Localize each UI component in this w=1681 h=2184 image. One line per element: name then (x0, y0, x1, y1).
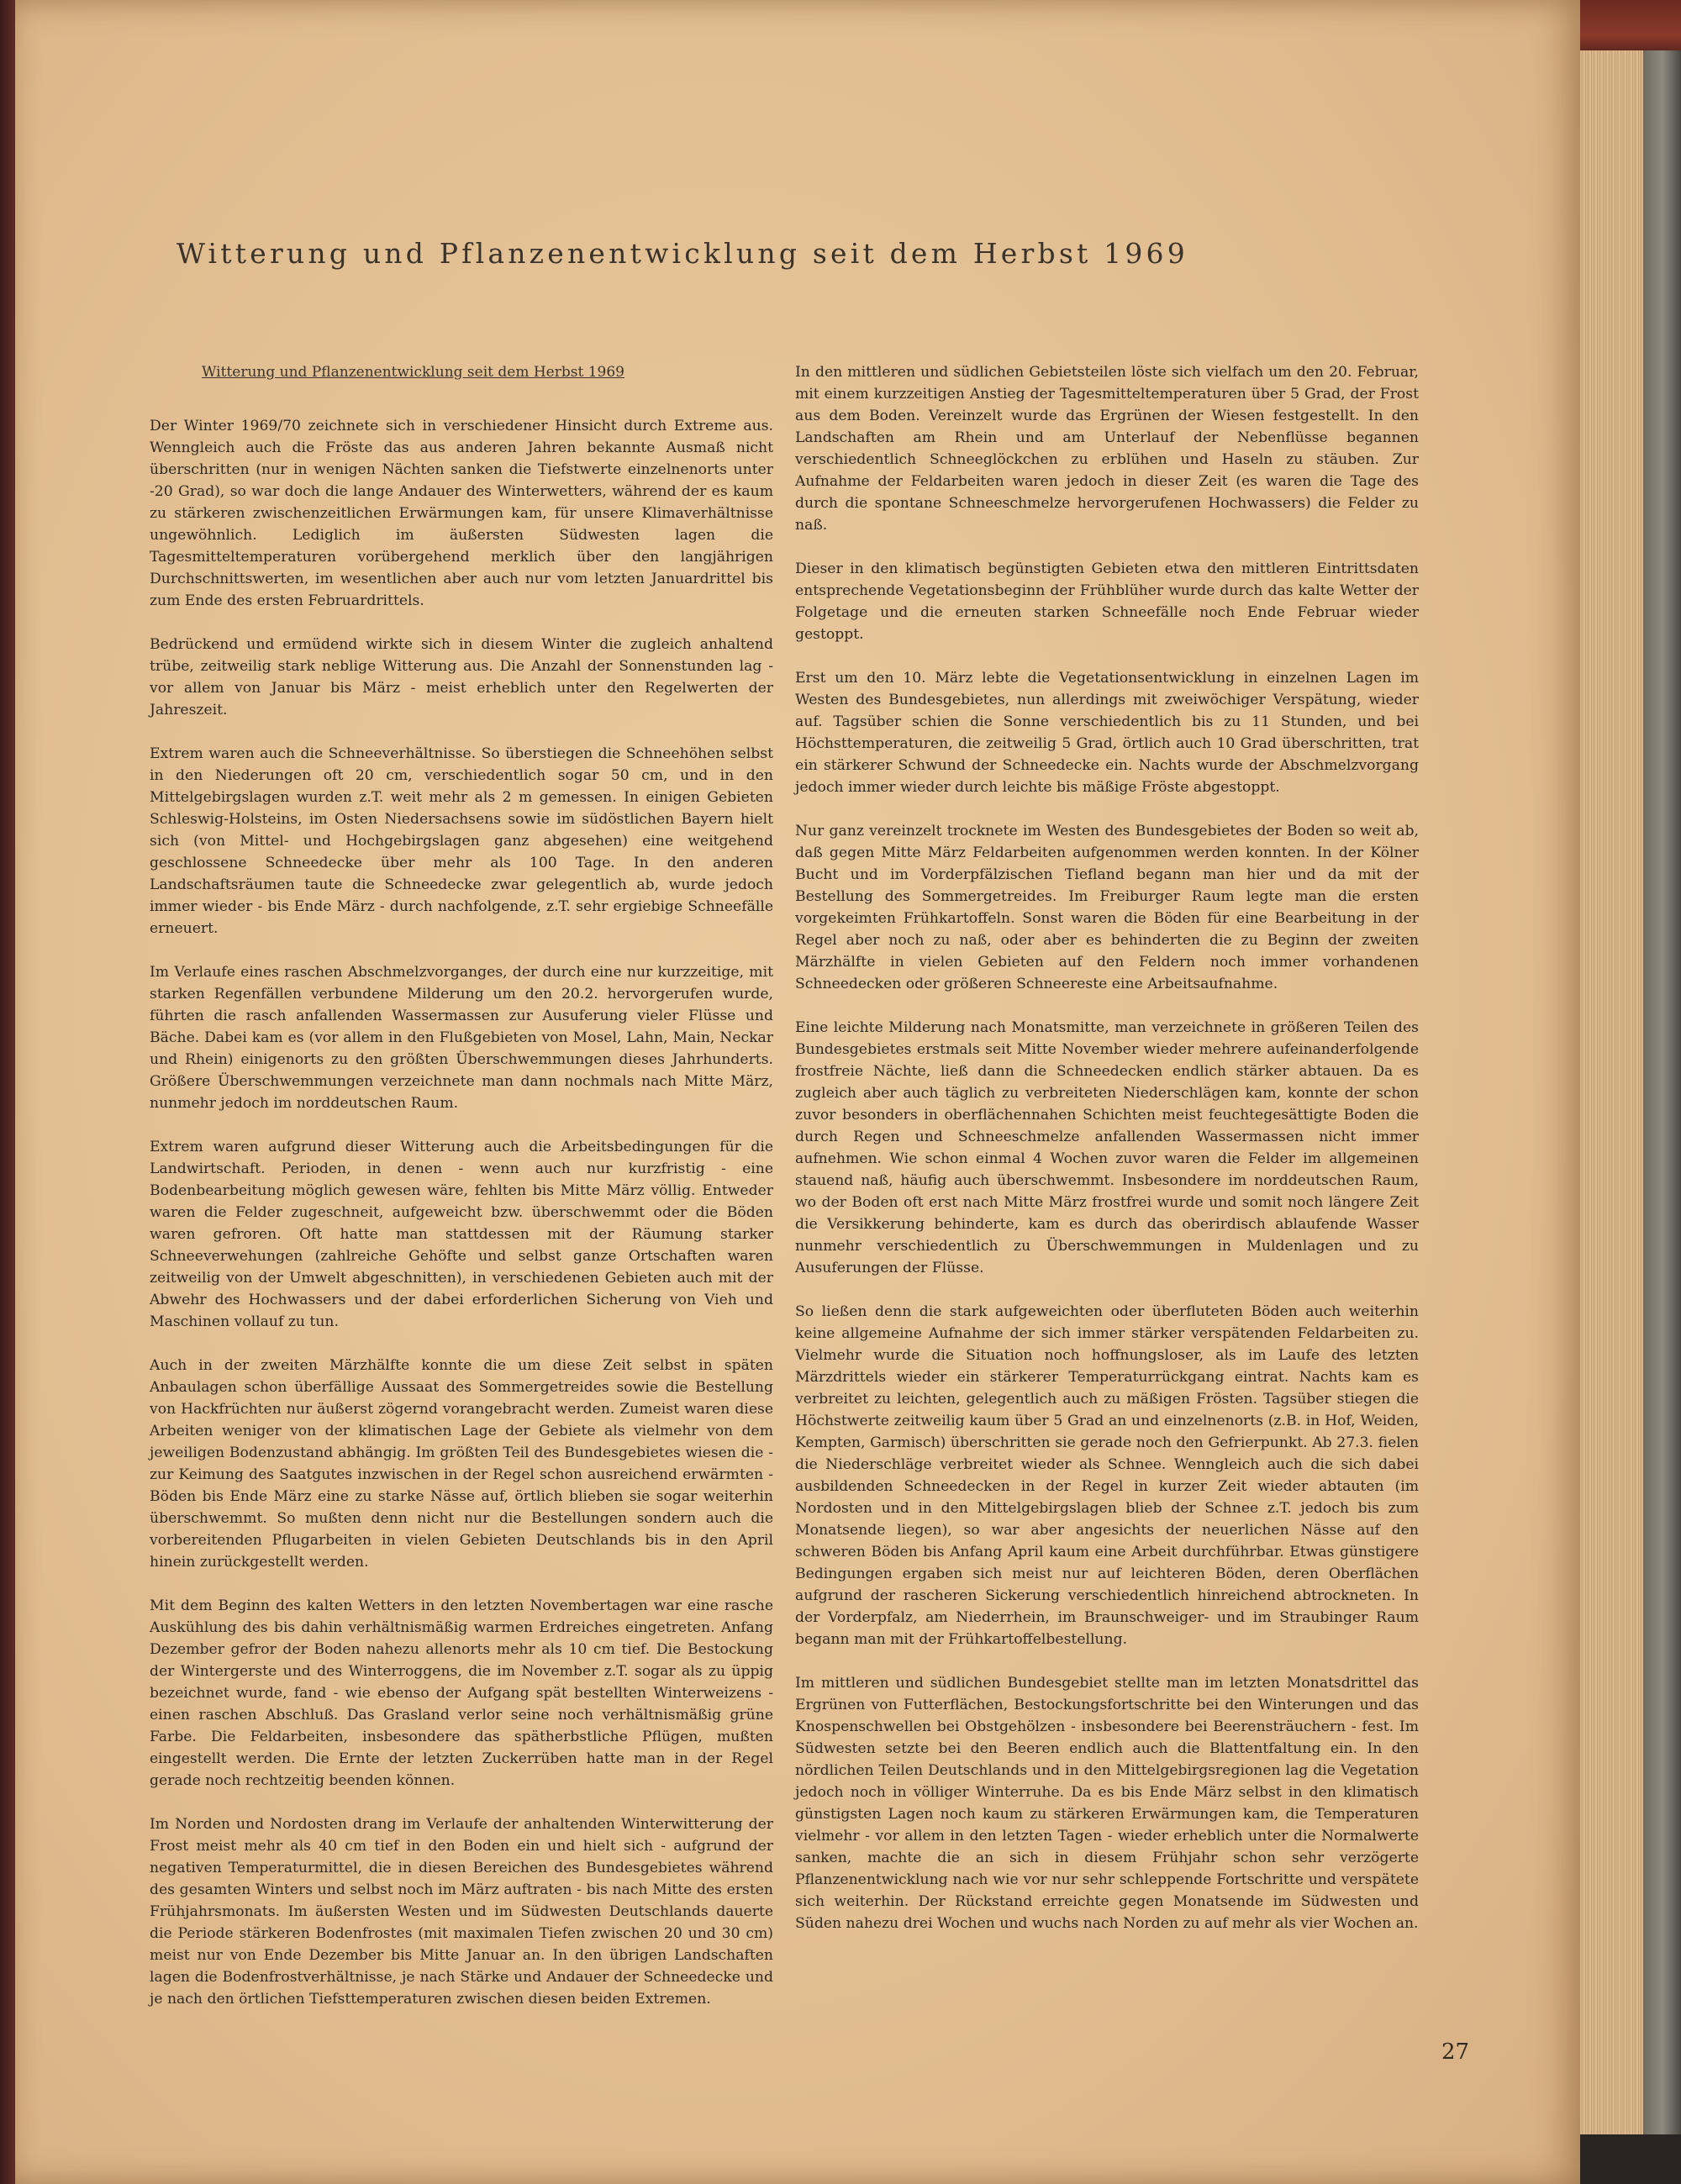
paragraph: Erst um den 10. März lebte die Vegetationsentwicklung in einzelnen Lagen im Westen des Bundesgebietes, nun allerdings mit zweiwöchiger Verspätung, wieder auf. Tagsüber schien die Sonne verschiedentlich bis zu 11 Stunden, und bei Höchsttemperaturen, die zeitweilig 5 Grad, örtlich auch 10 Grad überschritten, trat ein stärkerer Schwund der Schneedecke ein. Nachts wurde der Abschmelzvorgang jedoch immer wieder durch leichte bis mäßige Fröste abgestoppt. (795, 670, 1419, 796)
paragraph: Im mittleren und südlichen Bundesgebiet stellte man im letzten Monatsdrittel das Ergrünen von Futterflächen, Bestockungsfortschritte bei den Winterungen und das Knospenschwellen bei Obstgehölzen - insbesondere bei Beerensträuchern - fest. Im Südwesten setzte bei den Beeren endlich auch die Blattentfaltung ein. In den nördlichen Teilen Deutschlands und in den Mittelgebirgsregionen lag die Vegetation jedoch noch in völliger Winterruhe. Da es bis Ende März selbst in den klimatisch günstigsten Lagen noch kaum zu stärkeren Erwärmungen kam, die Temperaturen vielmehr - vor allem in den letzten Tagen - wieder erheblich unter die Normalwerte sanken, machte die an sich in diesem Frühjahr schon sehr verzögerte Pflanzenentwicklung nach wie vor nur sehr schleppende Fortschritte und verspätete sich weiterhin. Der Rückstand erreichte gegen Monatsende im Südwesten und Süden nahezu drei Wochen und wuchs nach Norden zu auf mehr als vier Wochen an. (795, 1675, 1419, 1932)
page-title: Witterung und Pflanzenentwicklung seit dem Herbst 1969 (177, 237, 1188, 270)
paragraph: Extrem waren auch die Schneeverhältnisse. So überstiegen die Schneehöhen selbst in den Niederungen oft 20 cm, verschiedentlich sogar 50 cm, und in den Mittelgebirgslagen wurden z.T. weit mehr als 2 m gemessen. In einigen Gebieten Schleswig-Holsteins, im Osten Niedersachsens sowie im südöstlichen Bayern hielt sich (von Mittel- und Hochgebirgslagen ganz abgesehen) eine weitgehend geschlossene Schneedecke über mehr als 100 Tage. In den anderen Landschaftsräumen taute die Schneedecke zwar gelegentlich ab, wurde jedoch immer wieder - bis Ende März - durch nachfolgende, z.T. sehr ergiebige Schneefälle erneuert. (150, 745, 773, 937)
paragraph: Der Winter 1969/70 zeichnete sich in verschiedener Hinsicht durch Extreme aus. Wenngleich auch die Fröste das aus anderen Jahren bekannte Ausmaß nicht überschritten (nur in wenigen Nächten sanken die Tiefstwerte einzelnenorts unter -20 Grad), so war doch die lange Andauer des Winterwetters, während der es kaum zu stärkeren zwischenzeitlichen Erwärmungen kam, für unsere Klimaverhältnisse ungewöhnlich. Lediglich im äußersten Südwesten lagen die Tagesmitteltemperaturen vorübergehend merklich über den langjährigen Durchschnittswerten, im wesentlichen aber auch nur vom letzten Januardrittel bis zum Ende des ersten Februardrittels. (150, 418, 773, 609)
paragraph: In den mittleren und südlichen Gebietsteilen löste sich vielfach um den 20. Februar, mit einem kurzzeitigen Anstieg der Tagesmitteltemperaturen über 5 Grad, der Frost aus dem Boden. Vereinzelt wurde das Ergrünen der Wiesen festgestellt. In den Landschaften am Rhein und am Unterlauf der Nebenflüsse begannen verschiedentlich Schneeglöckchen zu erblühen und Haseln zu stäuben. Zur Aufnahme der Feldarbeiten waren jedoch in dieser Zeit (es waren die Tage des durch die spontane Schneeschmelze hervorgerufenen Hochwassers) die Felder zu naß. (795, 364, 1419, 534)
paragraph: Im Norden und Nordosten drang im Verlaufe der anhaltenden Winterwitterung der Frost meist mehr als 40 cm tief in den Boden ein und hielt sich - aufgrund der negativen Temperaturmittel, die in diesen Bereichen des Bundesgebietes während des gesamten Winters und selbst noch im März auftraten - bis nach Mitte des ersten Frühjahrsmonats. Im äußersten Westen und im Südwesten Deutschlands dauerte die Periode stärkeren Bodenfrostes (mit maximalen Tiefen zwischen 20 und 30 cm) meist nur von Ende Dezember bis Mitte Januar an. In den übrigen Landschaften lagen die Bodenfrostverhältnisse, je nach Stärke und Andauer der Schneedecke und je nach den örtlichen Tiefsttemperaturen zwischen diesen beiden Extremen. (150, 1816, 773, 2008)
paragraph: Im Verlaufe eines raschen Abschmelzvorganges, der durch eine nur kurzzeitige, mit starken Regenfällen verbundene Milderung um den 20.2. hervorgerufen wurde, führten die rasch anfallenden Wassermassen zur Ausuferung vieler Flüsse und Bäche. Dabei kam es (vor allem in den Flußgebieten von Mosel, Lahn, Main, Neckar und Rhein) einigenorts zu den größten Überschwemmungen dieses Jahrhunderts. Größere Überschwemmungen verzeichnete man dann nochmals nach Mitte März, nunmehr jedoch im norddeutschen Raum. (150, 964, 773, 1112)
paragraph: So ließen denn die stark aufgeweichten oder überfluteten Böden auch weiterhin keine allgemeine Aufnahme der sich immer stärker verspätenden Feldarbeiten zu. Vielmehr wurde die Situation noch hoffnungsloser, als im Laufe des letzten Märzdrittels wieder ein stärkerer Temperaturrückgang eintrat. Nachts kam es verbreitet zu leichten, gelegentlich auch zu mäßigen Frösten. Tagsüber stiegen die Höchstwerte zeitweilig kaum über 5 Grad an und einzelnenorts (z.B. in Hof, Weiden, Kempten, Garmisch) überschritten sie gerade noch den Gefrierpunkt. Ab 27.3. fielen die Niederschläge verbreitet wieder als Schnee. Wenngleich auch die sich dabei ausbildenden Schneedecken in der Regel in kurzer Zeit wieder abtauten (im Nordosten und in den Mittelgebirgslagen blieb der Schnee z.T. jedoch bis zum Monatsende liegen), so war aber angesichts der neuerlichen Nässe auf den schweren Böden bis Anfang April kaum eine Arbeit durchführbar. Etwas günstigere Bedingungen ergaben sich meist nur auf leichteren Böden, deren Oberflächen aufgrund der rascheren Sickerung verschiedentlich hinreichend abtrockneten. In der Vorderpfalz, am Niederrhein, im Braunschweiger- und im Straubinger Raum begann man mit der Frühkartoffelbestellung. (795, 1303, 1419, 1648)
paragraph: Eine leichte Milderung nach Monatsmitte, man verzeichnete in größeren Teilen des Bundesgebietes erstmals seit Mitte November wieder mehrere aufeinanderfolgende frostfreie Nächte, ließ dann die Schneedecken endlich stärker abtauen. Da es zugleich aber auch täglich zu verbreiteten Niederschlägen kam, konnte der schon zuvor besonders in oberflächennahen Schichten meist feuchtegesättigte Boden die durch Regen und Schneeschmelze anfallenden Wassermassen nicht immer aufnehmen. Wie schon einmal 4 Wochen zuvor waren die Felder im allgemeinen stauend naß, häufig auch überschwemmt. Insbesondere im norddeutschen Raum, wo der Boden oft erst nach Mitte März frostfrei wurde und somit noch längere Zeit die Versikkerung behinderte, kam es durch das oberirdisch ablaufende Wasser nunmehr verschiedentlich zu Überschwemmungen in Muldenlagen und zu Ausuferungen der Flüsse. (795, 1019, 1419, 1276)
section-title: Witterung und Pflanzenentwicklung seit dem Herbst 1969 (202, 364, 624, 381)
paragraph: Mit dem Beginn des kalten Wetters in den letzten Novembertagen war eine rasche Auskühlung des bis dahin verhältnismäßig warmen Erdreiches eingetreten. Anfang Dezember gefror der Boden nahezu allenorts mehr als 10 cm tief. Die Bestockung der Wintergerste und des Winterroggens, die im November z.T. sogar als zu üppig bezeichnet wurde, fand - wie ebenso der Aufgang spät bestellten Winterweizens - einen raschen Abschluß. Das Grasland verlor seine noch verhältnismäßig grüne Farbe. Die Feldarbeiten, insbesondere das spätherbstliche Pflügen, mußten eingestellt werden. Die Ernte der letzten Zuckerrüben hatte man in der Regel gerade noch rechtzeitig beenden können. (150, 1597, 773, 1789)
document-page (15, 0, 1580, 2184)
right-column (795, 361, 1419, 1956)
paragraph: Dieser in den klimatisch begünstigten Gebieten etwa den mittleren Eintrittsdaten entsprechende Vegetationsbeginn der Frühblüher wurde durch das kalte Wetter der Folgetage und die erneuten starken Schneefälle noch Ende Februar wieder gestoppt. (795, 560, 1419, 643)
paragraph: Extrem waren aufgrund dieser Witterung auch die Arbeitsbedingungen für die Landwirtschaft. Perioden, in denen - wenn auch nur kurzfristig - eine Bodenbearbeitung möglich gewesen wäre, fehlten bis Mitte März völlig. Entweder waren die Felder zugeschneit, aufgeweicht bzw. überschwemmt oder die Böden waren gefroren. Oft hatte man stattdessen mit der Räumung starker Schneeverwehungen (zahlreiche Gehöfte und selbst ganze Ortschaften waren zeitweilig von der Umwelt abgeschnitten), in verschiedenen Gebieten auch mit der Abwehr des Hochwassers und der dabei erforderlichen Sicherung von Vieh und Maschinen vollauf zu tun. (150, 1139, 773, 1330)
book-spine-edge (1643, 50, 1681, 2134)
page-number: 27 (1441, 2039, 1470, 2065)
left-column (150, 361, 773, 2032)
paragraph: Auch in der zweiten Märzhälfte konnte die um diese Zeit selbst in späten Anbaulagen schon überfällige Aussaat des Sommergetreides sowie die Bestellung von Hackfrüchten nur äußerst zögernd vorangebracht werden. Zumeist waren diese Arbeiten weniger von der klimatischen Lage der Gebiete als vielmehr von dem jeweiligen Bodenzustand abhängig. Im größten Teil des Bundesgebietes wiesen die - zur Keimung des Saatgutes inzwischen in der Regel schon ausreichend erwärmten - Böden bis Ende März eine zu starke Nässe auf, örtlich blieben sie sogar weiterhin überschwemmt. So mußten denn nicht nur die Bestellungen sondern auch die vorbereitenden Pflugarbeiten in vielen Gebieten Deutschlands bis in den April hinein zurückgestellt werden. (150, 1357, 773, 1571)
paragraph: Bedrückend und ermüdend wirkte sich in diesem Winter die zugleich anhaltend trübe, zeitweilig stark neblige Witterung aus. Die Anzahl der Sonnenstunden lag - vor allem von Januar bis März - meist erheblich unter den Regelwerten der Jahreszeit. (150, 636, 773, 718)
paragraph: Nur ganz vereinzelt trocknete im Westen des Bundesgebietes der Boden so weit ab, daß gegen Mitte März Feldarbeiten aufgenommen werden konnten. In der Kölner Bucht und im Vorderpfälzischen Tiefland begann man hier und da mit der Bestellung des Sommergetreides. Im Freiburger Raum legte man die ersten vorgekeimten Frühkartoffeln. Sonst waren die Böden für eine Bearbeitung in der Regel aber noch zu naß, oder aber es behinderten die zu Beginn der zweiten Märzhälfte in vielen Gebieten auf den Feldern noch immer vorhandenen Schneedecken oder größeren Schneereste eine Arbeitsaufnahme. (795, 823, 1419, 992)
